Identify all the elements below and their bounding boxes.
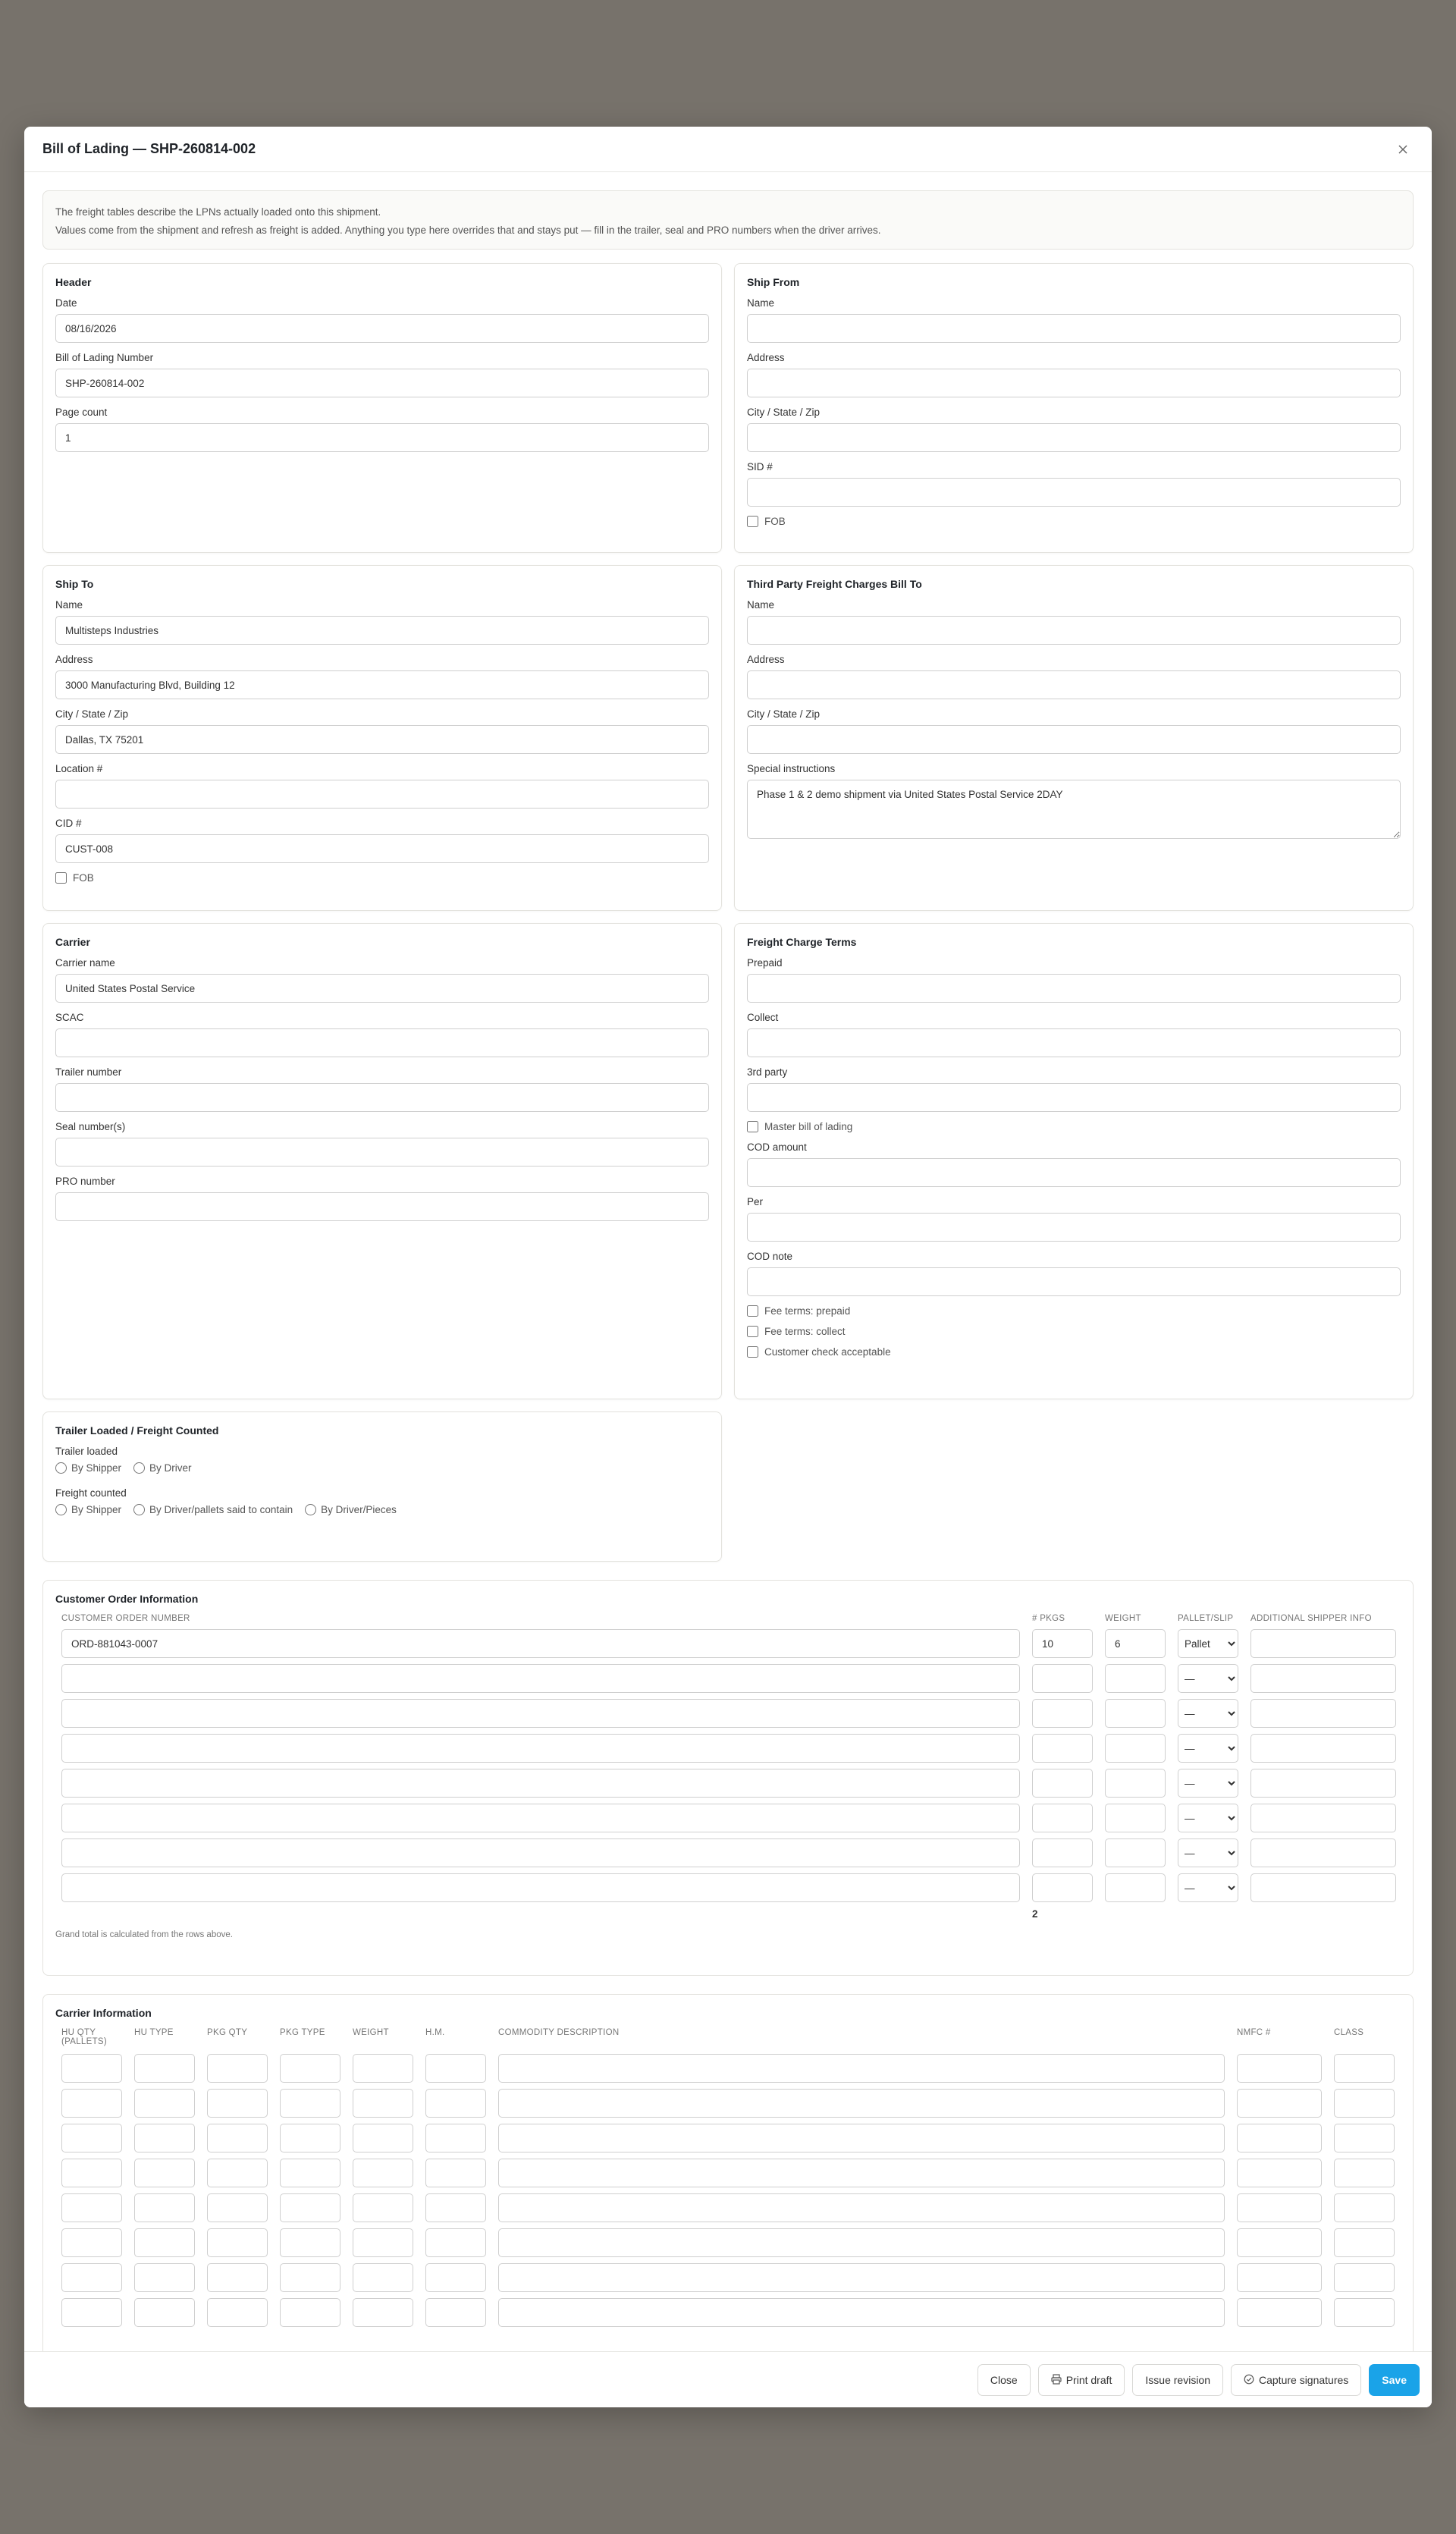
carrier-info-section (42, 1994, 1414, 2351)
additional-info-input[interactable] (1250, 1804, 1396, 1832)
seal-numbers-input[interactable] (55, 1138, 709, 1167)
weight-input[interactable] (1105, 1838, 1166, 1867)
info-line-2: Values come from the shipment and refresh as freight is added. Anything you type here overrides that and stays put — fill in the trailer, seal and PRO numbers when the driver arrives. (55, 225, 881, 236)
pkgs-input[interactable] (1032, 1699, 1093, 1728)
hm-input[interactable] (425, 2089, 486, 2118)
hu-qty-input[interactable] (61, 2298, 122, 2327)
additional-info-input[interactable] (1250, 1873, 1396, 1902)
counted-by-driver-pieces[interactable] (305, 1504, 397, 1515)
table-row (61, 2193, 1401, 2222)
weight-input[interactable] (1105, 1699, 1166, 1728)
hm-input[interactable] (425, 2054, 486, 2083)
master-bol-checkbox[interactable] (747, 1121, 758, 1132)
weight-input[interactable] (1105, 1664, 1166, 1693)
nmfc-input[interactable] (1237, 2159, 1322, 2187)
col-hm: H.M. (425, 2028, 445, 2037)
carrier-title: Carrier (55, 936, 90, 948)
print-draft-label: Print draft (1065, 2373, 1112, 2386)
commodity-description-input[interactable] (498, 2263, 1225, 2292)
hu-qty-input[interactable] (61, 2089, 122, 2118)
third-party-address-input[interactable] (747, 670, 1401, 699)
additional-info-input[interactable] (1250, 1769, 1396, 1798)
col-ci-weight: WEIGHT (353, 2028, 389, 2037)
ship-from-fob-checkbox[interactable] (747, 516, 758, 527)
additional-info-input[interactable] (1250, 1664, 1396, 1693)
pkg-qty-input[interactable] (207, 2124, 268, 2152)
class-input[interactable] (1334, 2228, 1395, 2257)
third-party-address-label: Address (747, 654, 785, 665)
nmfc-input[interactable] (1237, 2263, 1322, 2292)
hu-type-input[interactable] (134, 2054, 195, 2083)
hu-qty-input[interactable] (61, 2228, 122, 2257)
order-number-input[interactable] (61, 1838, 1020, 1867)
hu-qty-input[interactable] (61, 2193, 122, 2222)
trailer-loaded-card (42, 1411, 722, 1562)
hm-input[interactable] (425, 2124, 486, 2152)
col-pkgs: # PKGS (1032, 1614, 1065, 1623)
ship-from-csz-input[interactable] (747, 423, 1401, 452)
customer-order-title: Customer Order Information (55, 1593, 199, 1605)
ci-weight-input[interactable] (353, 2054, 413, 2083)
ship-to-location-input[interactable] (55, 780, 709, 809)
col-hu-qty: HU QTY (PALLETS) (61, 2028, 108, 2046)
trailer-number-input[interactable] (55, 1083, 709, 1112)
third-party-csz-input[interactable] (747, 725, 1401, 754)
pkg-type-input[interactable] (280, 2298, 340, 2327)
class-input[interactable] (1334, 2193, 1395, 2222)
ship-from-fob[interactable] (747, 516, 1401, 527)
bol-modal (24, 127, 1432, 2407)
table-row (61, 1734, 1401, 1763)
grand-total-pkgs: 2 (1032, 1908, 1038, 1920)
hm-input[interactable] (425, 2159, 486, 2187)
order-number-input[interactable] (61, 1699, 1020, 1728)
header-title: Header (55, 276, 92, 288)
commodity-description-input[interactable] (498, 2124, 1225, 2152)
col-weight: WEIGHT (1105, 1614, 1141, 1623)
weight-input[interactable] (1105, 1734, 1166, 1763)
special-instructions-label: Special instructions (747, 763, 836, 774)
col-nmfc: NMFC # (1237, 2028, 1271, 2037)
close-button[interactable] (977, 2364, 1031, 2396)
fee-prepaid-checkbox[interactable] (747, 1305, 758, 1317)
ship-from-csz-label: City / State / Zip (747, 407, 821, 418)
modal-title: Bill of Lading — SHP-260814-002 (42, 141, 256, 156)
customer-check-checkbox[interactable] (747, 1346, 758, 1358)
hu-type-input[interactable] (134, 2298, 195, 2327)
ship-to-card (42, 565, 722, 911)
grand-total-footnote: Grand total is calculated from the rows above. (55, 1930, 233, 1939)
ship-from-name-label: Name (747, 297, 775, 309)
order-number-input[interactable] (61, 1873, 1020, 1902)
table-row (61, 1804, 1401, 1832)
ship-from-address-label: Address (747, 352, 785, 363)
cod-note-label: COD note (747, 1251, 793, 1262)
counted-by-driver-pallets[interactable] (133, 1504, 293, 1515)
pkg-type-input[interactable] (280, 2193, 340, 2222)
customer-check-label: Customer check acceptable (764, 1346, 891, 1358)
hm-input[interactable] (425, 2263, 486, 2292)
carrier-name-label: Carrier name (55, 957, 115, 969)
pallet-slip-select[interactable] (1178, 1664, 1238, 1693)
save-button-label: Save (1382, 2373, 1407, 2386)
nmfc-input[interactable] (1237, 2089, 1322, 2118)
pkg-qty-input[interactable] (207, 2193, 268, 2222)
cod-amount-input[interactable] (747, 1158, 1401, 1187)
commodity-description-input[interactable] (498, 2228, 1225, 2257)
counted-by-driver-pieces-radio[interactable] (305, 1504, 316, 1515)
weight-input[interactable] (1105, 1804, 1166, 1832)
bol-number-label: Bill of Lading Number (55, 352, 154, 363)
third-party-terms-input[interactable] (747, 1083, 1401, 1112)
scac-input[interactable] (55, 1028, 709, 1057)
ship-from-title: Ship From (747, 276, 800, 288)
ship-from-sid-label: SID # (747, 461, 773, 473)
counted-by-driver-pallets-label: By Driver/pallets said to contain (149, 1504, 293, 1515)
ship-to-address-label: Address (55, 654, 93, 665)
master-bol[interactable] (747, 1121, 1401, 1132)
trailer-number-label: Trailer number (55, 1066, 122, 1078)
pro-number-input[interactable] (55, 1192, 709, 1221)
ship-to-cid-input[interactable] (55, 834, 709, 863)
col-pkg-type: PKG TYPE (280, 2028, 325, 2037)
ship-from-fob-label: FOB (764, 516, 786, 527)
ci-weight-input[interactable] (353, 2089, 413, 2118)
pkg-type-input[interactable] (280, 2124, 340, 2152)
col-hu-type: HU TYPE (134, 2028, 174, 2037)
ship-to-fob-checkbox[interactable] (55, 872, 67, 884)
pkgs-input[interactable] (1032, 1769, 1093, 1798)
class-input[interactable] (1334, 2124, 1395, 2152)
order-number-input[interactable] (61, 1629, 1020, 1658)
table-row (61, 1838, 1401, 1867)
order-number-input[interactable] (61, 1804, 1020, 1832)
capture-signatures-label: Capture signatures (1259, 2373, 1349, 2386)
collect-input[interactable] (747, 1028, 1401, 1057)
pallet-slip-select[interactable] (1178, 1873, 1238, 1902)
modal-body (24, 172, 1432, 2351)
pkg-type-input[interactable] (280, 2054, 340, 2083)
pkg-qty-input[interactable] (207, 2089, 268, 2118)
printer-icon (1051, 2374, 1062, 2386)
freight-terms-title: Freight Charge Terms (747, 936, 857, 948)
seal-numbers-label: Seal number(s) (55, 1121, 126, 1132)
nmfc-input[interactable] (1237, 2193, 1322, 2222)
additional-info-input[interactable] (1250, 1734, 1396, 1763)
loaded-by-shipper-label: By Shipper (71, 1462, 122, 1474)
col-pkg-qty: PKG QTY (207, 2028, 248, 2037)
fee-collect-label: Fee terms: collect (764, 1326, 846, 1337)
close-icon[interactable] (1392, 139, 1414, 160)
loaded-by-driver-radio[interactable] (133, 1462, 145, 1474)
order-number-input[interactable] (61, 1769, 1020, 1798)
order-number-input[interactable] (61, 1664, 1020, 1693)
prepaid-input[interactable] (747, 974, 1401, 1003)
pkgs-input[interactable] (1032, 1873, 1093, 1902)
trailer-loaded-label: Trailer loaded (55, 1446, 118, 1457)
trailer-loaded-radios (55, 1462, 709, 1474)
additional-info-input[interactable] (1250, 1699, 1396, 1728)
header-card (42, 263, 722, 553)
ship-to-fob[interactable] (55, 872, 709, 884)
nmfc-input[interactable] (1237, 2298, 1322, 2327)
hm-input[interactable] (425, 2298, 486, 2327)
ship-to-cid-label: CID # (55, 818, 82, 829)
pkg-type-input[interactable] (280, 2089, 340, 2118)
ci-weight-input[interactable] (353, 2228, 413, 2257)
pallet-slip-select[interactable] (1178, 1629, 1238, 1658)
special-instructions-textarea[interactable] (747, 780, 1401, 839)
ship-from-address-input[interactable] (747, 369, 1401, 397)
ci-weight-input[interactable] (353, 2159, 413, 2187)
class-input[interactable] (1334, 2159, 1395, 2187)
ci-weight-input[interactable] (353, 2124, 413, 2152)
carrier-name-input[interactable] (55, 974, 709, 1003)
pro-number-label: PRO number (55, 1176, 115, 1187)
nmfc-input[interactable] (1237, 2054, 1322, 2083)
freight-counted-radios (55, 1504, 709, 1515)
counted-by-driver-pallets-radio[interactable] (133, 1504, 145, 1515)
loaded-by-shipper[interactable] (55, 1462, 121, 1474)
weight-input[interactable] (1105, 1769, 1166, 1798)
pkgs-input[interactable] (1032, 1838, 1093, 1867)
hu-type-input[interactable] (134, 2159, 195, 2187)
pkg-type-input[interactable] (280, 2159, 340, 2187)
trailer-loaded-title: Trailer Loaded / Freight Counted (55, 1424, 219, 1437)
pallet-slip-select[interactable] (1178, 1838, 1238, 1867)
save-button[interactable] (1369, 2364, 1420, 2396)
table-row (61, 2124, 1401, 2152)
hu-type-input[interactable] (134, 2124, 195, 2152)
loaded-by-shipper-radio[interactable] (55, 1462, 67, 1474)
pkg-qty-input[interactable] (207, 2263, 268, 2292)
table-row (61, 1699, 1401, 1728)
pkgs-input[interactable] (1032, 1629, 1093, 1658)
ship-to-fob-label: FOB (73, 872, 94, 884)
weight-input[interactable] (1105, 1873, 1166, 1902)
table-row (61, 2228, 1401, 2257)
ci-weight-input[interactable] (353, 2298, 413, 2327)
ship-to-name-input[interactable] (55, 616, 709, 645)
counted-by-driver-pieces-label: By Driver/Pieces (321, 1504, 397, 1515)
col-pallet-slip: PALLET/SLIP (1178, 1614, 1234, 1623)
additional-info-input[interactable] (1250, 1629, 1396, 1658)
page-count-label: Page count (55, 407, 108, 418)
pkgs-input[interactable] (1032, 1734, 1093, 1763)
fee-prepaid[interactable] (747, 1305, 1401, 1317)
pkg-qty-input[interactable] (207, 2159, 268, 2187)
issue-revision-button[interactable] (1132, 2364, 1223, 2396)
collect-label: Collect (747, 1012, 779, 1023)
nmfc-input[interactable] (1237, 2228, 1322, 2257)
col-class: CLASS (1334, 2028, 1364, 2037)
carrier-info-title: Carrier Information (55, 2007, 152, 2019)
commodity-description-input[interactable] (498, 2089, 1225, 2118)
fee-collect[interactable] (747, 1326, 1401, 1337)
commodity-description-input[interactable] (498, 2193, 1225, 2222)
ship-from-card (734, 263, 1414, 553)
freight-counted-label: Freight counted (55, 1487, 127, 1499)
hu-qty-input[interactable] (61, 2263, 122, 2292)
table-row (61, 2159, 1401, 2187)
table-row (61, 2298, 1401, 2327)
table-row (61, 2089, 1401, 2118)
hm-input[interactable] (425, 2193, 486, 2222)
counted-by-shipper-radio[interactable] (55, 1504, 67, 1515)
class-input[interactable] (1334, 2298, 1395, 2327)
pkg-qty-input[interactable] (207, 2228, 268, 2257)
hu-type-input[interactable] (134, 2228, 195, 2257)
cod-amount-label: COD amount (747, 1141, 807, 1153)
pallet-slip-select[interactable] (1178, 1734, 1238, 1763)
col-additional-info: ADDITIONAL SHIPPER INFO (1250, 1614, 1372, 1623)
page-count-input[interactable] (55, 423, 709, 452)
info-line-1: The freight tables describe the LPNs actually loaded onto this shipment. (55, 206, 381, 218)
customer-order-section (42, 1580, 1414, 1976)
print-draft-button[interactable] (1038, 2364, 1125, 2396)
commodity-description-input[interactable] (498, 2054, 1225, 2083)
third-party-terms-label: 3rd party (747, 1066, 788, 1078)
hm-input[interactable] (425, 2228, 486, 2257)
hu-qty-input[interactable] (61, 2159, 122, 2187)
hu-type-input[interactable] (134, 2193, 195, 2222)
ship-from-name-input[interactable] (747, 314, 1401, 343)
modal-header (24, 127, 1432, 172)
class-input[interactable] (1334, 2263, 1395, 2292)
loaded-by-driver-label: By Driver (149, 1462, 192, 1474)
hu-type-input[interactable] (134, 2263, 195, 2292)
table-row (61, 1664, 1401, 1693)
table-row (61, 1769, 1401, 1798)
pkgs-input[interactable] (1032, 1664, 1093, 1693)
class-input[interactable] (1334, 2089, 1395, 2118)
pallet-slip-select[interactable] (1178, 1769, 1238, 1798)
bol-number-input[interactable] (55, 369, 709, 397)
per-input[interactable] (747, 1213, 1401, 1242)
date-input[interactable] (55, 314, 709, 343)
pallet-slip-select[interactable] (1178, 1699, 1238, 1728)
pkg-qty-input[interactable] (207, 2054, 268, 2083)
customer-check[interactable] (747, 1346, 1401, 1358)
ci-weight-input[interactable] (353, 2263, 413, 2292)
ship-to-csz-label: City / State / Zip (55, 708, 129, 720)
cod-note-input[interactable] (747, 1267, 1401, 1296)
pkg-qty-input[interactable] (207, 2298, 268, 2327)
ship-from-sid-input[interactable] (747, 478, 1401, 507)
third-party-card (734, 565, 1414, 911)
col-order-number: CUSTOMER ORDER NUMBER (61, 1614, 190, 1623)
third-party-csz-label: City / State / Zip (747, 708, 821, 720)
pkg-type-input[interactable] (280, 2228, 340, 2257)
pkgs-input[interactable] (1032, 1804, 1093, 1832)
third-party-title: Third Party Freight Charges Bill To (747, 578, 922, 590)
carrier-card (42, 923, 722, 1399)
issue-revision-label: Issue revision (1145, 2373, 1210, 2386)
ship-to-csz-input[interactable] (55, 725, 709, 754)
fee-collect-checkbox[interactable] (747, 1326, 758, 1337)
additional-info-input[interactable] (1250, 1838, 1396, 1867)
pallet-slip-select[interactable] (1178, 1804, 1238, 1832)
ship-to-address-input[interactable] (55, 670, 709, 699)
ci-weight-input[interactable] (353, 2193, 413, 2222)
table-row (61, 2263, 1401, 2292)
master-bol-label: Master bill of lading (764, 1121, 853, 1132)
table-row (61, 1629, 1401, 1658)
ship-to-title: Ship To (55, 578, 94, 590)
order-number-input[interactable] (61, 1734, 1020, 1763)
col-commodity-description: COMMODITY DESCRIPTION (498, 2028, 620, 2037)
prepaid-label: Prepaid (747, 957, 783, 969)
per-label: Per (747, 1196, 764, 1207)
modal-footer (24, 2351, 1432, 2407)
scac-label: SCAC (55, 1012, 84, 1023)
hu-type-input[interactable] (134, 2089, 195, 2118)
hu-qty-input[interactable] (61, 2124, 122, 2152)
freight-terms-card (734, 923, 1414, 1399)
class-input[interactable] (1334, 2054, 1395, 2083)
commodity-description-input[interactable] (498, 2159, 1225, 2187)
counted-by-shipper[interactable] (55, 1504, 121, 1515)
commodity-description-input[interactable] (498, 2298, 1225, 2327)
close-button-label: Close (990, 2373, 1018, 2386)
table-row (61, 2054, 1401, 2083)
ship-to-name-label: Name (55, 599, 83, 611)
ship-to-location-label: Location # (55, 763, 103, 774)
pkg-type-input[interactable] (280, 2263, 340, 2292)
loaded-by-driver[interactable] (133, 1462, 192, 1474)
date-label: Date (55, 297, 77, 309)
third-party-name-input[interactable] (747, 616, 1401, 645)
nmfc-input[interactable] (1237, 2124, 1322, 2152)
hu-qty-input[interactable] (61, 2054, 122, 2083)
capture-signatures-button[interactable] (1231, 2364, 1361, 2396)
check-circle-icon (1244, 2374, 1254, 2386)
table-row (61, 1873, 1401, 1902)
weight-input[interactable] (1105, 1629, 1166, 1658)
fee-prepaid-label: Fee terms: prepaid (764, 1305, 851, 1317)
third-party-name-label: Name (747, 599, 775, 611)
counted-by-shipper-label: By Shipper (71, 1504, 122, 1515)
info-banner (42, 190, 1414, 250)
